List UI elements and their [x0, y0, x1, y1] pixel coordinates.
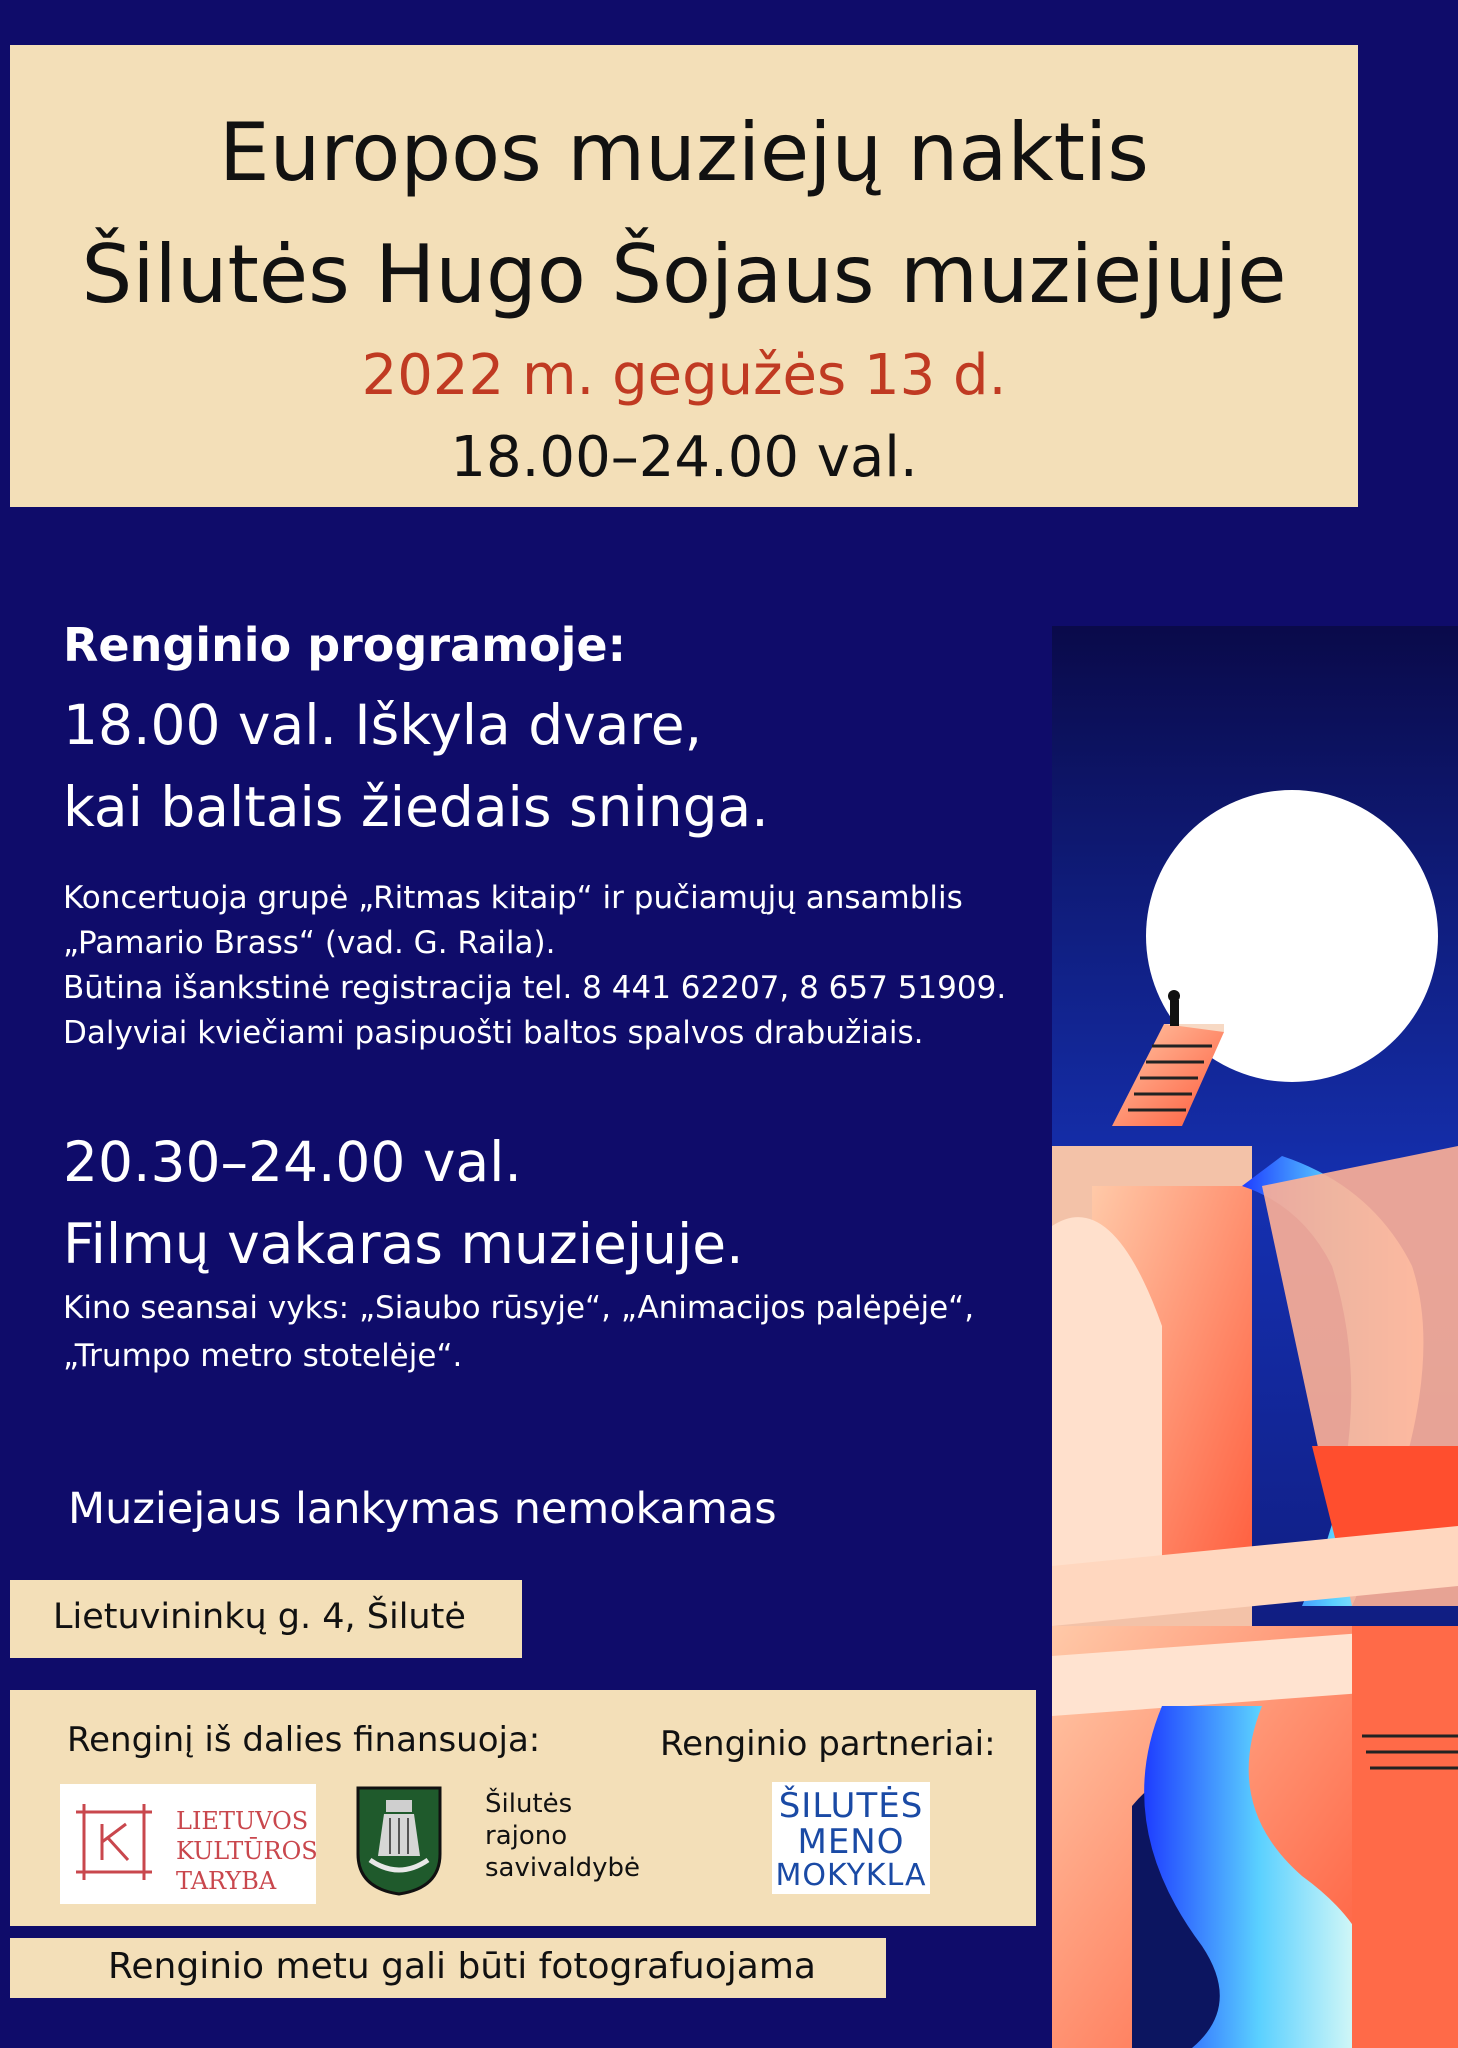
art-school-logo [772, 1782, 930, 1894]
event-time: 18.00–24.00 val. [450, 425, 918, 490]
municipality-line: savivaldybė [485, 1853, 641, 1883]
lkt-k-icon [74, 1802, 154, 1882]
event1-title-line-1: 18.00 val. Iškyla dvare, [63, 693, 703, 757]
municipality-line: Šilutės [485, 1789, 573, 1819]
lkt-line: TARYBA [176, 1867, 277, 1895]
municipality-name [485, 1788, 640, 1884]
event2-detail: Kino seansai vyks: „Siaubo rūsyje“, „Animacijos palėpėje“, [63, 1290, 975, 1326]
lkt-line: LIETUVOS [176, 1807, 309, 1835]
event1-title-line-2: kai baltais žiedais sninga. [63, 775, 769, 839]
municipality-crest-icon [354, 1784, 444, 1896]
event1-detail: Būtina išankstinė registracija tel. 8 441 62207, 8 657 51909. [63, 970, 1007, 1006]
school-line: MENO [797, 1822, 905, 1862]
municipality-line: rajono [485, 1821, 568, 1851]
sponsors-panel [10, 1690, 1036, 1926]
title-line-1: Europos muziejų naktis [219, 106, 1149, 199]
address-panel [10, 1580, 522, 1658]
event2-title-line-1: 20.30–24.00 val. [63, 1130, 522, 1194]
partners-label: Renginio partneriai: [660, 1724, 996, 1764]
event-date: 2022 m. gegužės 13 d. [361, 343, 1007, 408]
event1-detail: „Pamario Brass“ (vad. G. Raila). [63, 925, 556, 961]
title-line-2: Šilutės Hugo Šojaus muziejuje [81, 228, 1287, 321]
title-panel [10, 45, 1358, 507]
photo-notice: Renginio metu gali būti fotografuojama [108, 1946, 816, 1987]
financed-label: Renginį iš dalies finansuoja: [67, 1720, 541, 1760]
event2-detail: „Trumpo metro stotelėje“. [63, 1338, 463, 1374]
free-entry-note: Muziejaus lankymas nemokamas [68, 1484, 777, 1534]
night-stairs-illustration [1052, 626, 1458, 2048]
lkt-logo [60, 1784, 316, 1904]
event2-title-line-2: Filmų vakaras muziejuje. [63, 1212, 744, 1276]
school-line: ŠILUTĖS [778, 1786, 924, 1826]
event1-detail: Dalyviai kviečiami pasipuošti baltos spalvos drabužiais. [63, 1015, 924, 1051]
photo-notice-panel [10, 1938, 886, 1998]
program-heading: Renginio programoje: [63, 618, 626, 672]
event1-detail: Koncertuoja grupė „Ritmas kitaip“ ir pučiamųjų ansamblis [63, 880, 963, 916]
lkt-name [176, 1806, 318, 1896]
school-line: MOKYKLA [775, 1858, 927, 1893]
lkt-line: KULTŪROS [176, 1837, 318, 1865]
address-text: Lietuvininkų g. 4, Šilutė [53, 1597, 466, 1637]
